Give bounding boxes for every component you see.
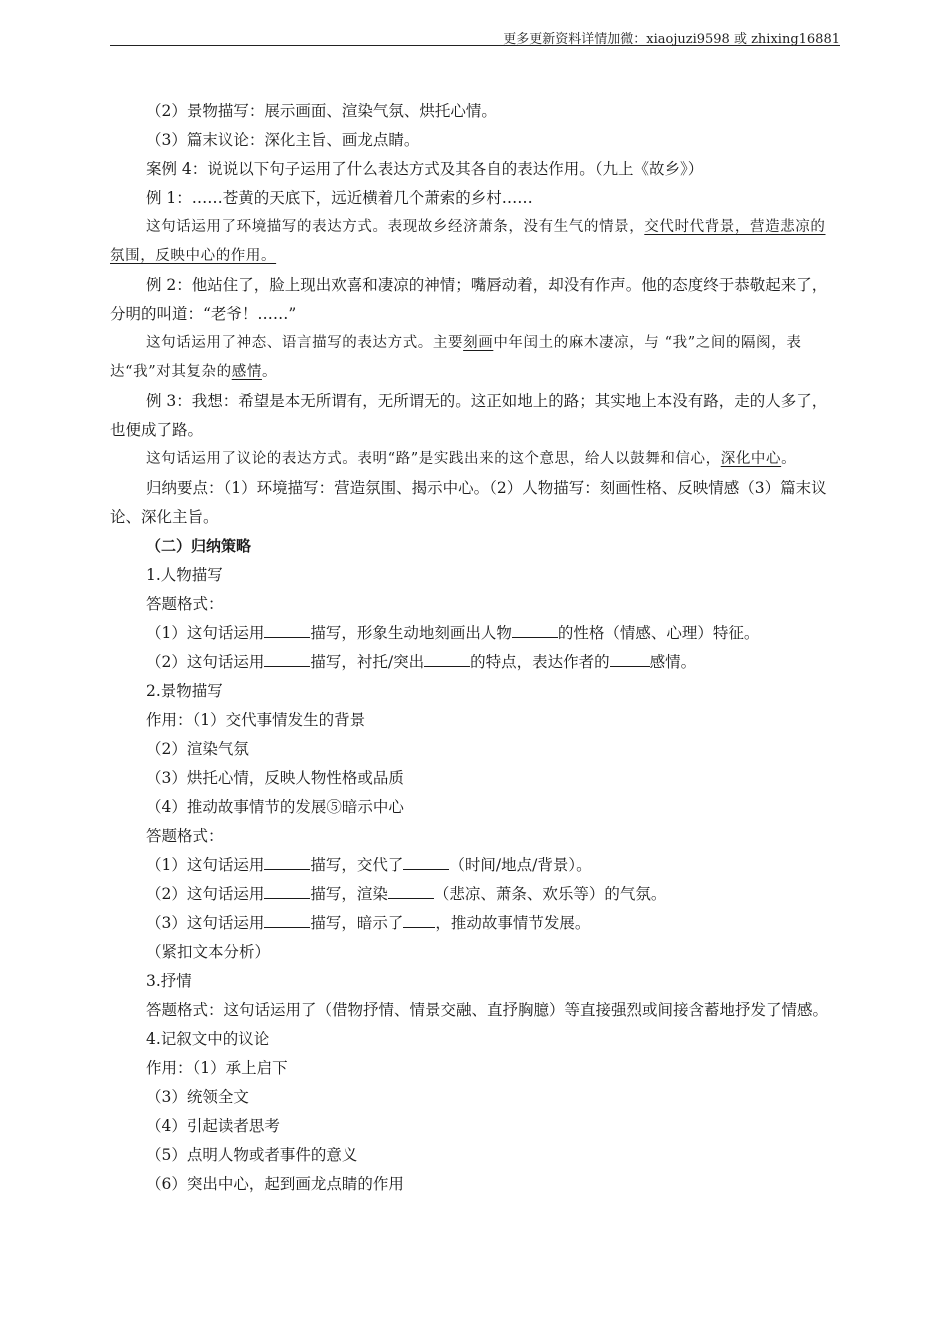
template-text: 描写，渲染 (310, 885, 388, 903)
format-label: 答题格式： (146, 827, 224, 845)
answer-blank (512, 619, 558, 638)
template-text: 感情。 (649, 653, 697, 671)
answer-text: 这句话运用了神态、语言描写的表达方式。主要 (146, 335, 464, 351)
function-item: （2）渲染气氛 (146, 740, 249, 758)
template-line (110, 909, 840, 938)
template-text: （悲凉、萧条、欢乐等）的气氛。 (433, 885, 667, 903)
template-text: （2）这句话运用 (146, 885, 265, 903)
subheading: 2.景物描写 (146, 682, 223, 700)
example-1: 例 1：……苍黄的天底下，远近横着几个萧索的乡村…… (146, 189, 533, 207)
template-text: 描写，形象生动地刻画出人物 (310, 624, 512, 642)
answer-blank (403, 909, 435, 928)
template-line (110, 880, 840, 909)
answer-text: 。 (261, 364, 278, 380)
template-text: （1）这句话运用 (146, 624, 265, 642)
function-item: （5）点明人物或者事件的意义 (146, 1146, 358, 1164)
template-text: （3）这句话运用 (146, 914, 265, 932)
lyric-format: 答题格式：这句话运用了（借物抒情、情景交融、直抒胸臆）等直接强烈或间接含蓄地抒发了情感。 (146, 1001, 829, 1019)
format-label: 答题格式： (146, 595, 224, 613)
answer-blank (264, 909, 310, 928)
paragraph: （3）篇末议论：深化主旨、画龙点睛。 (146, 131, 420, 149)
header-divider (110, 45, 840, 46)
function-item: （4）推动故事情节的发展⑤暗示中心 (146, 798, 404, 816)
document-body (110, 97, 840, 1199)
answer-3 (110, 445, 840, 474)
answer-blank (403, 851, 449, 870)
example-2: 例 2：他站住了，脸上现出欢喜和凄凉的神情；嘴唇动着，却没有作声。他的态度终于恭敬起来了，分明的叫道：“老爷！……” (110, 276, 828, 323)
template-text: 的特点，表达作者的 (470, 653, 610, 671)
template-text: 描写，交代了 (310, 856, 404, 874)
template-line (110, 851, 840, 880)
template-text: 描写，衬托/突出 (310, 653, 425, 671)
case-question: 案例 4：说说以下句子运用了什么表达方式及其各自的表达作用。（九上《故乡》） (146, 160, 704, 178)
answer-blank (388, 880, 434, 899)
example-3: 例 3：我想：希望是本无所谓有，无所谓无的。这正如地上的路；其实地上本没有路，走的人多了，也便成了路。 (110, 392, 828, 439)
answer-text: 这句话运用了环境描写的表达方式。表现故乡经济萧条，没有生气的情景， (146, 219, 645, 235)
note: （紧扣文本分析） (146, 943, 271, 961)
template-text: （时间/地点/背景）。 (449, 856, 592, 874)
template-text: ，推动故事情节发展。 (435, 914, 591, 932)
function-item: 作用：（1）交代事情发生的背景 (146, 711, 366, 729)
underlined-phrase: 感情 (231, 364, 262, 380)
template-line (110, 648, 840, 677)
answer-text: 这句话运用了议论的表达方式。表明“路”是实践出来的这个意思，给人以鼓舞和信心， (146, 451, 721, 467)
subheading: 3.抒情 (146, 972, 192, 990)
paragraph: （2）景物描写：展示画面、渲染气氛、烘托心情。 (146, 102, 497, 120)
function-item: （6）突出中心，起到画龙点睛的作用 (146, 1175, 404, 1193)
answer-2 (110, 329, 840, 387)
function-item: （4）引起读者思考 (146, 1117, 280, 1135)
underlined-phrase: 刻画 (463, 335, 494, 351)
underlined-phrase: 交代时代背景，营造悲凉的氛围，反映中心的作用。 (110, 219, 826, 264)
answer-blank (264, 851, 310, 870)
answer-blank (264, 619, 310, 638)
answer-blank (264, 880, 310, 899)
subheading: 1.人物描写 (146, 566, 223, 584)
subheading: 4.记叙文中的议论 (146, 1030, 270, 1048)
template-line (110, 619, 840, 648)
answer-text: 中年闰土的麻木凄凉，与 “我”之间的隔阂，表达“我”对其复杂的 (110, 335, 802, 380)
underlined-phrase: 深化中心 (720, 451, 782, 467)
section-heading: （二）归纳策略 (146, 537, 252, 555)
answer-blank (424, 648, 470, 667)
template-text: 描写，暗示了 (310, 914, 404, 932)
template-text: 的性格（情感、心理）特征。 (557, 624, 760, 642)
answer-text: 。 (781, 451, 797, 467)
template-text: （2）这句话运用 (146, 653, 265, 671)
answer-1 (110, 213, 840, 271)
function-item: （3）统领全文 (146, 1088, 249, 1106)
header-contact: 更多更新资料详情加微：xiaojuzi9598 或 zhixing16881 (503, 32, 840, 47)
function-item: 作用：（1）承上启下 (146, 1059, 288, 1077)
template-text: （1）这句话运用 (146, 856, 265, 874)
summary: 归纳要点：（1）环境描写：营造氛围、揭示中心。（2）人物描写：刻画性格、反映情感（3）篇末议论、深化主旨。 (110, 479, 827, 526)
answer-blank (264, 648, 310, 667)
function-item: （3）烘托心情，反映人物性格或品质 (146, 769, 404, 787)
answer-blank (610, 648, 650, 667)
